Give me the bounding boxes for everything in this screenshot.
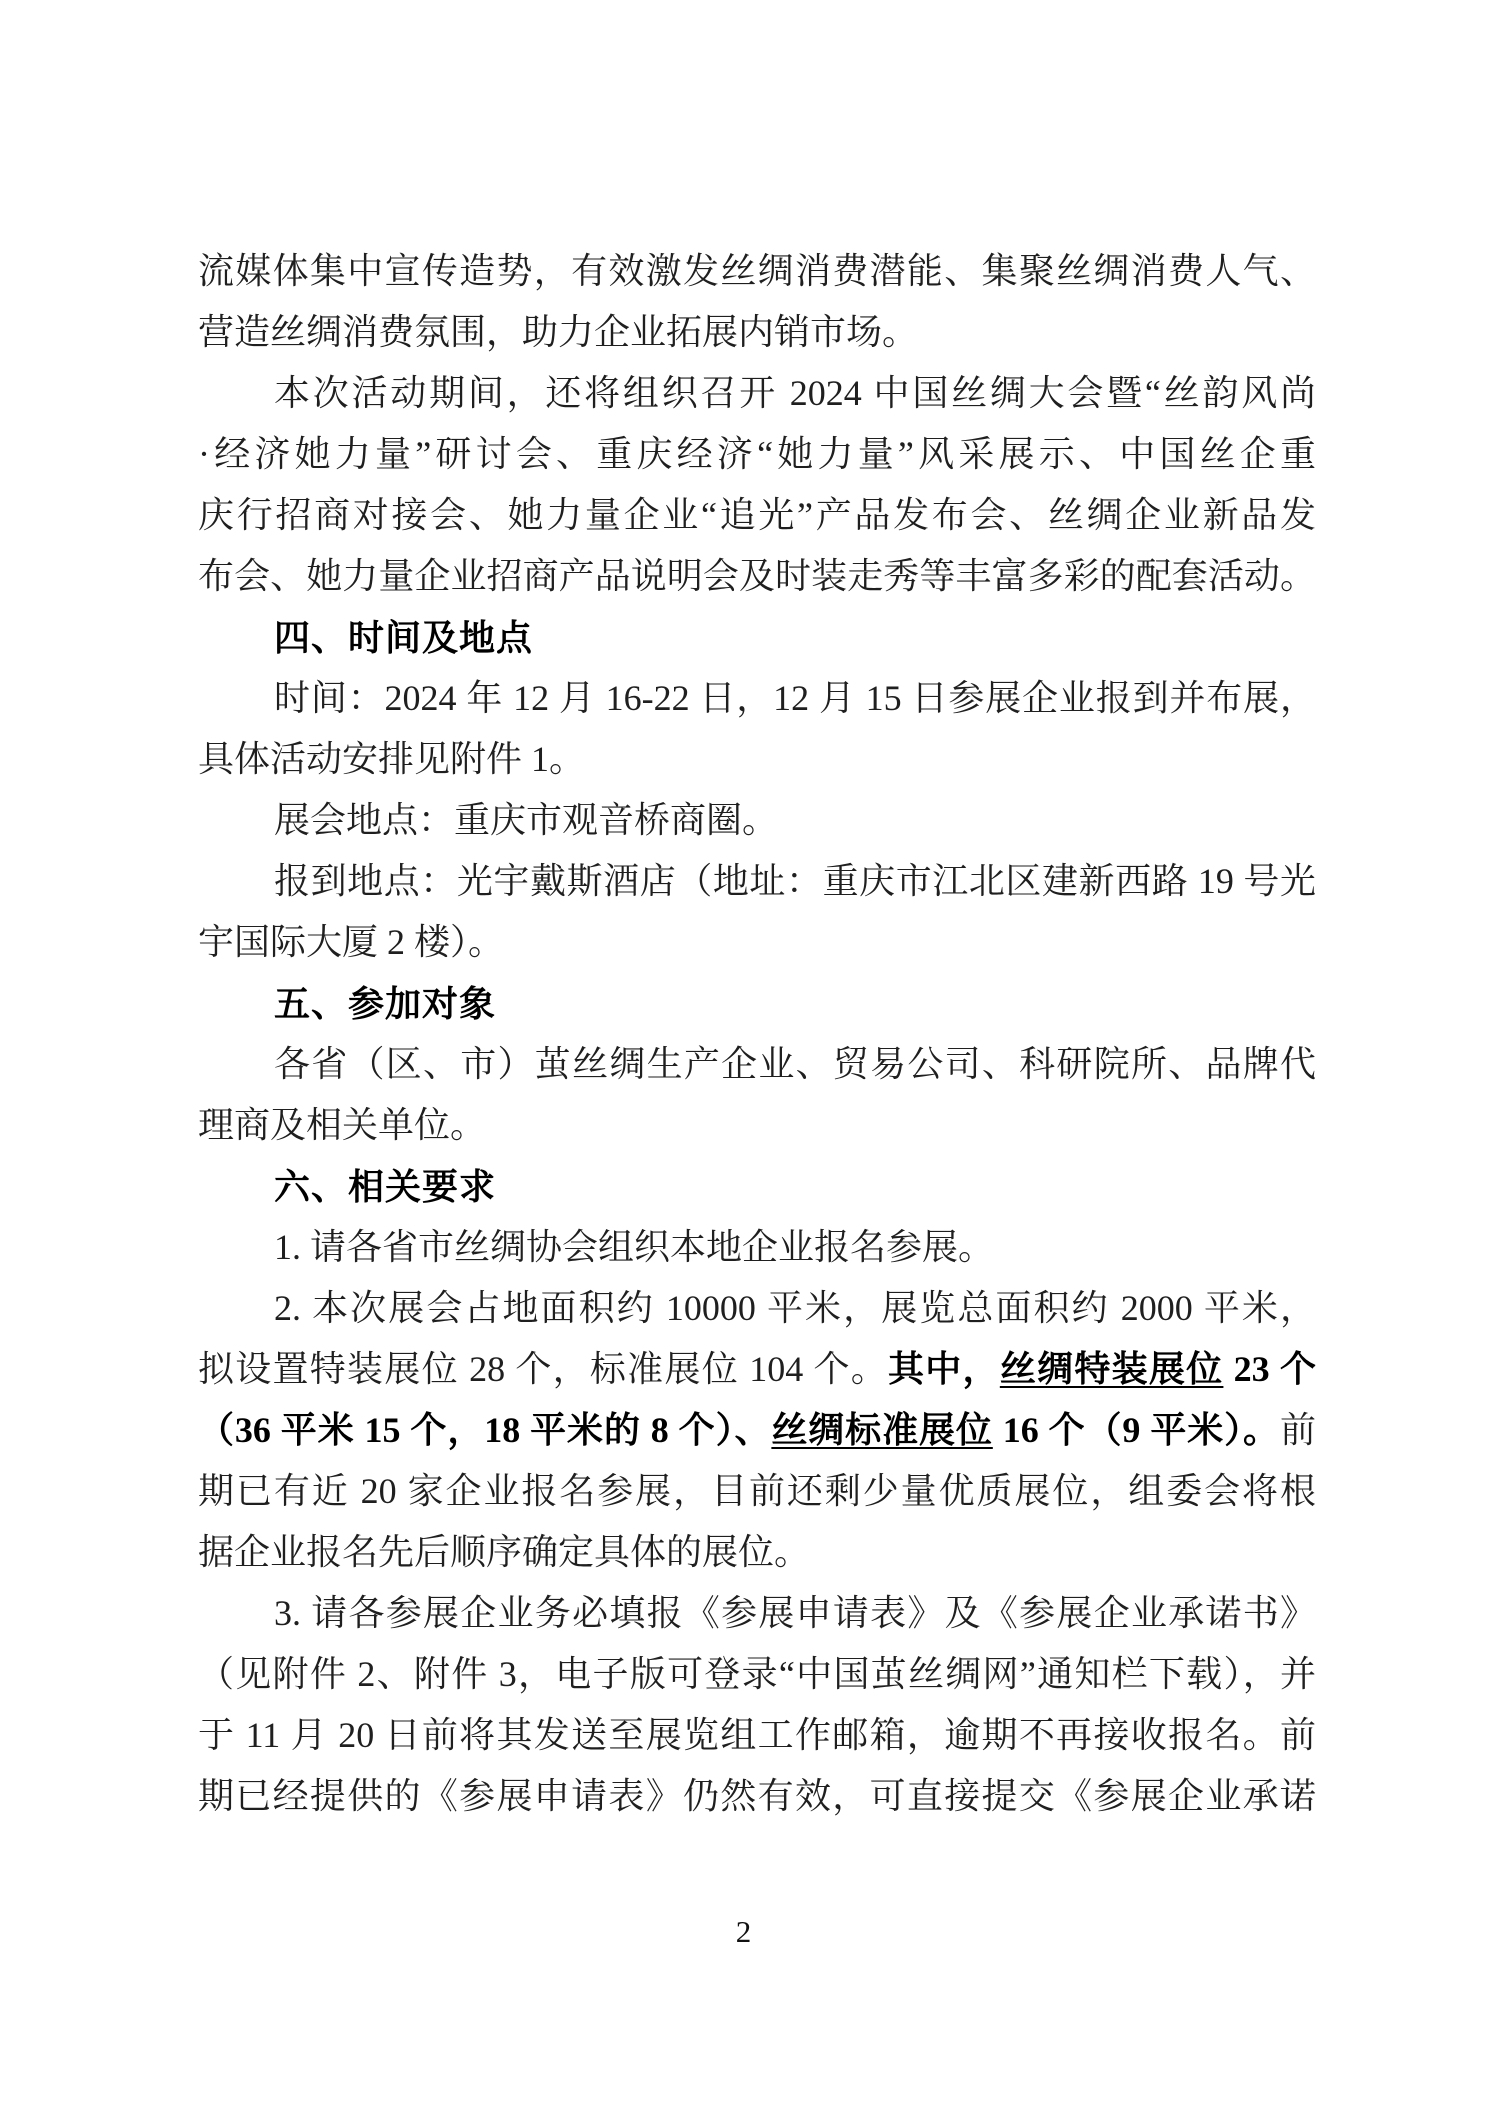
text-segment: 期已有近 20 家企业报名参展，目前还剩少量优质展位，组委会将根	[198, 1471, 1316, 1511]
bold-text: （36 平米 15 个，18 平米的 8 个）、	[198, 1410, 772, 1450]
text-line	[198, 302, 1316, 363]
text-line	[198, 1400, 1316, 1461]
text-segment: ·经济她力量”研讨会、重庆经济“她力量”风采展示、中国丝企重	[198, 434, 1316, 474]
text-line	[198, 485, 1316, 546]
text-segment: 展会地点：重庆市观音桥商圈。	[274, 800, 779, 840]
text-segment: 本次活动期间，还将组织召开 2024 中国丝绸大会暨“丝韵风尚	[274, 373, 1316, 413]
page-number: 2	[735, 1914, 752, 1949]
text-segment: 3. 请各参展企业务必填报《参展申请表》及《参展企业承诺书》	[274, 1593, 1316, 1633]
section-heading	[198, 973, 1316, 1034]
text-segment: （见附件 2、附件 3，电子版可登录“中国茧丝绸网”通知栏下载），并	[198, 1654, 1316, 1694]
text-segment: 宇国际大厦 2 楼）。	[198, 922, 505, 962]
text-line	[198, 851, 1316, 912]
text-line	[198, 1339, 1316, 1400]
bold-text: 16 个（9 平米）。	[992, 1410, 1280, 1450]
text-line	[198, 424, 1316, 485]
text-segment: 庆行招商对接会、她力量企业“追光”产品发布会、丝绸企业新品发	[198, 495, 1316, 535]
text-line	[198, 1278, 1316, 1339]
text-segment: 具体活动安排见附件 1。	[198, 739, 586, 779]
text-line	[198, 1766, 1316, 1827]
text-segment: 四、时间及地点	[274, 617, 534, 658]
text-segment: 拟设置特装展位 28 个，标准展位 104 个。	[198, 1349, 889, 1389]
text-line	[198, 1522, 1316, 1583]
bold-text: 23 个	[1223, 1349, 1316, 1389]
text-line	[198, 1034, 1316, 1095]
text-segment: 前	[1279, 1410, 1316, 1450]
underlined-text: 丝绸标准展位	[771, 1410, 993, 1450]
text-line	[198, 241, 1316, 302]
text-segment: 布会、她力量企业招商产品说明会及时装走秀等丰富多彩的配套活动。	[198, 556, 1316, 596]
text-line	[198, 1705, 1316, 1766]
text-line	[198, 546, 1316, 607]
bold-text: 其中，	[888, 1349, 1000, 1389]
text-line	[198, 790, 1316, 851]
text-segment: 五、参加对象	[274, 983, 497, 1024]
text-segment: 六、相关要求	[274, 1166, 497, 1207]
text-line	[198, 729, 1316, 790]
section-heading	[198, 1156, 1316, 1217]
underlined-text: 丝绸特装展位	[999, 1349, 1224, 1389]
text-line	[198, 1583, 1316, 1644]
text-line	[198, 1217, 1316, 1278]
text-segment: 于 11 月 20 日前将其发送至展览组工作邮箱，逾期不再接收报名。前	[198, 1715, 1316, 1755]
text-line	[198, 1644, 1316, 1705]
text-block	[198, 241, 1316, 1827]
text-line	[198, 363, 1316, 424]
text-line	[198, 668, 1316, 729]
section-heading	[198, 607, 1316, 668]
text-segment: 时间：2024 年 12 月 16-22 日，12 月 15 日参展企业报到并布展，	[274, 678, 1316, 718]
text-line	[198, 912, 1316, 973]
text-segment: 各省（区、市）茧丝绸生产企业、贸易公司、科研院所、品牌代	[274, 1044, 1316, 1084]
text-segment: 理商及相关单位。	[198, 1105, 487, 1145]
text-segment: 期已经提供的《参展申请表》仍然有效，可直接提交《参展企业承诺	[198, 1776, 1316, 1816]
text-segment: 据企业报名先后顺序确定具体的展位。	[198, 1532, 811, 1572]
text-line	[198, 1095, 1316, 1156]
text-segment: 流媒体集中宣传造势，有效激发丝绸消费潜能、集聚丝绸消费人气、	[198, 251, 1316, 291]
text-line	[198, 1461, 1316, 1522]
text-segment: 报到地点：光宇戴斯酒店（地址：重庆市江北区建新西路 19 号光	[274, 861, 1316, 901]
text-segment: 2. 本次展会占地面积约 10000 平米，展览总面积约 2000 平米，	[274, 1288, 1316, 1328]
text-segment: 1. 请各省市丝绸协会组织本地企业报名参展。	[274, 1227, 995, 1267]
text-segment: 营造丝绸消费氛围，助力企业拓展内销市场。	[198, 312, 919, 352]
